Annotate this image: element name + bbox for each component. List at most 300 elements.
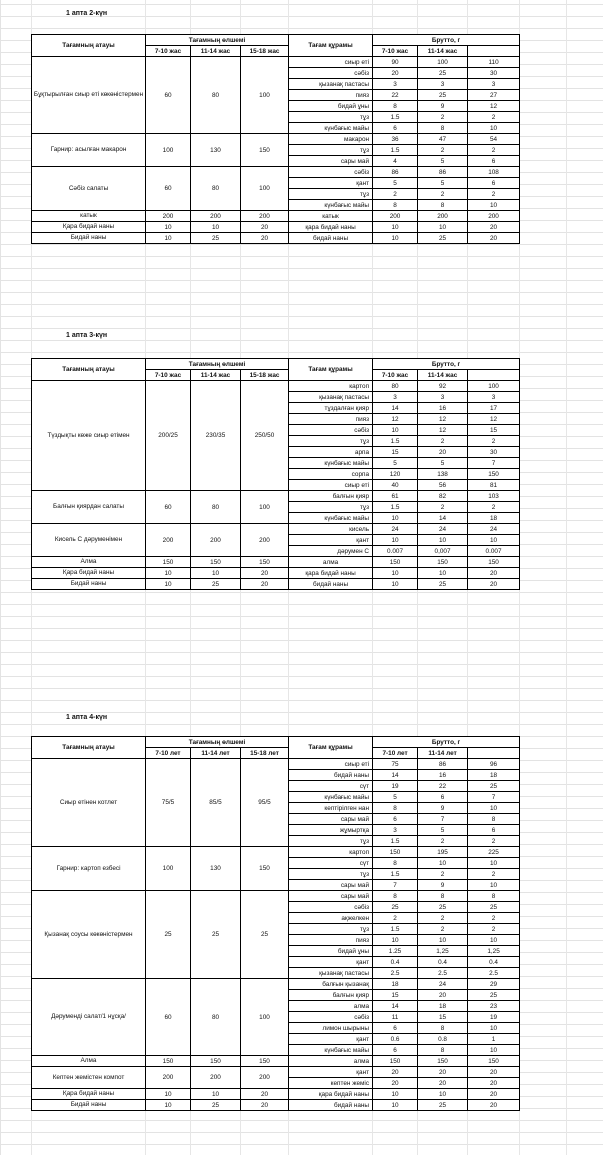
gross-value: 10 (468, 803, 520, 814)
ingredient-name: сары май (289, 891, 373, 902)
gross-value: 10 (373, 1100, 418, 1111)
composition-header: Тағам құрамы (289, 359, 373, 381)
table-row (32, 759, 520, 770)
gross-value: 9 (418, 880, 468, 891)
gross-value: 200 (418, 211, 468, 222)
gross-value: 10 (418, 935, 468, 946)
gross-value: 86 (373, 167, 418, 178)
gross-value: 2 (468, 112, 520, 123)
gross-value: 20 (418, 990, 468, 1001)
gross-value: 75 (373, 759, 418, 770)
gross-value: 25 (373, 902, 418, 913)
gross-value: 3 (373, 79, 418, 90)
gross-value: 2 (468, 869, 520, 880)
ingredient-name: тұз (289, 836, 373, 847)
yield-value: 60 (146, 979, 191, 1056)
gross-value: 18 (418, 1001, 468, 1012)
gross-value: 24 (418, 979, 468, 990)
gross-value: 2 (468, 836, 520, 847)
ingredient-name: тұз (289, 502, 373, 513)
gross-value: 15 (373, 447, 418, 458)
ingredient-name: ақжелкен (289, 913, 373, 924)
gross-value: 200 (468, 211, 520, 222)
gross-value: 86 (418, 167, 468, 178)
gross-value: 5 (373, 458, 418, 469)
yield-value: 20 (241, 579, 289, 590)
yield-value: 150 (146, 557, 191, 568)
gross-value: 2 (418, 436, 468, 447)
gross-value: 12 (468, 414, 520, 425)
gross-value: 200 (373, 211, 418, 222)
gross-value: 81 (468, 480, 520, 491)
gross-value: 7 (468, 792, 520, 803)
gross-value: 5 (418, 458, 468, 469)
table-row (32, 211, 520, 222)
ingredient-name: қызанақ пастасы (289, 968, 373, 979)
gross-value: 2 (418, 869, 468, 880)
ingredient-name: күнбағыс майы (289, 200, 373, 211)
yield-value: 80 (191, 57, 241, 134)
ingredient-name: сорпа (289, 469, 373, 480)
gross-value: 54 (468, 134, 520, 145)
gross-value: 20 (468, 1100, 520, 1111)
gross-value: 0.6 (373, 1034, 418, 1045)
yield-value: 25 (191, 1100, 241, 1111)
ingredient-name: күнбағыс майы (289, 513, 373, 524)
gross-value: 2 (418, 913, 468, 924)
yield-value: 80 (191, 979, 241, 1056)
table-row (32, 491, 520, 502)
gross-value: 1.25 (373, 946, 418, 957)
dish-name: Бидай наны (32, 1100, 146, 1111)
gross-value: 14 (373, 403, 418, 414)
dish-name: Бидай наны (32, 579, 146, 590)
gross-value: 20 (373, 68, 418, 79)
gross-value: 25 (418, 233, 468, 244)
gross-value: 20 (373, 1078, 418, 1089)
gross-value: 150 (418, 557, 468, 568)
yield-value: 10 (146, 1089, 191, 1100)
gross-value: 10 (418, 1089, 468, 1100)
gross-value: 9 (418, 803, 468, 814)
yield-value: 25 (241, 891, 289, 979)
table-row (32, 167, 520, 178)
table-row (32, 524, 520, 535)
gross-value: 90 (373, 57, 418, 68)
gross-value: 10 (418, 222, 468, 233)
gross-value: 6 (373, 814, 418, 825)
yield-age-header: 7-10 лет (146, 748, 191, 759)
gross-value: 150 (468, 469, 520, 480)
ingredient-name: қант (289, 1034, 373, 1045)
gross-value: 9 (418, 101, 468, 112)
gross-value: 30 (468, 68, 520, 79)
ingredient-name: макарон (289, 134, 373, 145)
gross-value: 8 (418, 1045, 468, 1056)
gross-value: 20 (418, 1067, 468, 1078)
yield-value: 150 (191, 1056, 241, 1067)
gross-value: 18 (468, 513, 520, 524)
ingredient-name: алма (289, 557, 373, 568)
ingredient-name: бидай наны (289, 233, 373, 244)
yield-value: 85/5 (191, 759, 241, 847)
gross-value: 103 (468, 491, 520, 502)
yield-value: 60 (146, 57, 191, 134)
ingredient-name: бидай ұны (289, 946, 373, 957)
ingredient-name: бидай наны (289, 579, 373, 590)
table-row (32, 1056, 520, 1067)
gross-value: 10 (373, 535, 418, 546)
ingredient-name: балғын қияр (289, 491, 373, 502)
gross-value: 11 (373, 1012, 418, 1023)
gross-value: 100 (468, 381, 520, 392)
table-row (32, 57, 520, 68)
yield-group-header: Тағамның өлшемі (146, 35, 289, 46)
gross-value: 1.5 (373, 145, 418, 156)
gross-value: 15 (468, 425, 520, 436)
gross-value: 22 (418, 781, 468, 792)
ingredient-name: сары май (289, 156, 373, 167)
dish-name: Қара бидай наны (32, 568, 146, 579)
gross-value: 0.8 (418, 1034, 468, 1045)
yield-value: 200 (146, 524, 191, 557)
gross-value: 0.007 (373, 546, 418, 557)
ingredient-name: бидай ұны (289, 101, 373, 112)
gross-value: 2 (373, 913, 418, 924)
ingredient-name: катык (289, 211, 373, 222)
gross-value: 10 (468, 1023, 520, 1034)
yield-value: 200 (146, 1067, 191, 1089)
gross-value: 3 (418, 79, 468, 90)
gross-value: 80 (373, 381, 418, 392)
gross-value: 18 (373, 979, 418, 990)
gross-value: 10 (468, 200, 520, 211)
gross-value: 1 (468, 1034, 520, 1045)
yield-value: 10 (191, 1089, 241, 1100)
composition-header: Тағам құрамы (289, 35, 373, 57)
gross-value: 25 (468, 781, 520, 792)
table-row (32, 979, 520, 990)
gross-value: 108 (468, 167, 520, 178)
yield-value: 10 (191, 222, 241, 233)
gross-value: 10 (418, 858, 468, 869)
ingredient-name: күнбағыс майы (289, 123, 373, 134)
gross-value: 20 (468, 1078, 520, 1089)
yield-age-header: 11-14 жас (191, 370, 241, 381)
gross-group-header: Брутто, г (373, 359, 520, 370)
dish-name: Гарнир: асылған макарон (32, 134, 146, 167)
gross-value: 61 (373, 491, 418, 502)
gross-value: 150 (373, 1056, 418, 1067)
gross-value: 1.5 (373, 924, 418, 935)
yield-value: 60 (146, 491, 191, 524)
table-row (32, 1089, 520, 1100)
gross-age-header (468, 748, 520, 759)
ingredient-name: сәбіз (289, 167, 373, 178)
ingredient-name: жұмыртқа (289, 825, 373, 836)
ingredient-name: кептен жеміс (289, 1078, 373, 1089)
yield-value: 20 (241, 568, 289, 579)
gross-value: 20 (468, 1067, 520, 1078)
yield-value: 20 (241, 222, 289, 233)
ingredient-name: сиыр еті (289, 480, 373, 491)
gross-group-header: Брутто, г (373, 737, 520, 748)
gross-value: 15 (418, 1012, 468, 1023)
table-row (32, 579, 520, 590)
gross-age-header: 11-14 жас (418, 370, 468, 381)
gross-value: 0.007 (468, 546, 520, 557)
menu-table (31, 358, 520, 590)
ingredient-name: сары май (289, 814, 373, 825)
yield-value: 150 (146, 1056, 191, 1067)
yield-group-header: Тағамның өлшемі (146, 359, 289, 370)
gross-value: 0,007 (418, 546, 468, 557)
ingredient-name: қызанақ пастасы (289, 79, 373, 90)
gross-value: 10 (373, 935, 418, 946)
gross-age-header: 7-10 жас (373, 46, 418, 57)
yield-value: 200/25 (146, 381, 191, 491)
gross-value: 25 (418, 902, 468, 913)
ingredient-name: алма (289, 1001, 373, 1012)
ingredient-name: тұз (289, 924, 373, 935)
ingredient-name: кисель (289, 524, 373, 535)
gross-value: 24 (418, 524, 468, 535)
yield-value: 10 (146, 222, 191, 233)
ingredient-name: тұз (289, 189, 373, 200)
table-row (32, 891, 520, 902)
table-row (32, 568, 520, 579)
gross-value: 6 (373, 1045, 418, 1056)
gross-value: 92 (418, 381, 468, 392)
gross-age-header: 11-14 лет (418, 748, 468, 759)
yield-value: 60 (146, 167, 191, 211)
gross-value: 120 (373, 469, 418, 480)
gross-value: 29 (468, 979, 520, 990)
gross-value: 2 (468, 189, 520, 200)
ingredient-name: балғын қызанақ (289, 979, 373, 990)
ingredient-name: қант (289, 957, 373, 968)
gross-value: 2.5 (373, 968, 418, 979)
gross-value: 150 (468, 557, 520, 568)
gross-value: 2 (468, 436, 520, 447)
gross-value: 5 (373, 792, 418, 803)
gross-value: 195 (418, 847, 468, 858)
gross-value: 7 (373, 880, 418, 891)
gross-age-header: 7-10 жас (373, 370, 418, 381)
table-row (32, 134, 520, 145)
dish-name-header: Тағамның атауы (32, 359, 146, 381)
gross-value: 3 (468, 79, 520, 90)
ingredient-name: сәбіз (289, 902, 373, 913)
gross-value: 20 (468, 568, 520, 579)
yield-value: 200 (191, 211, 241, 222)
gross-value: 40 (373, 480, 418, 491)
gross-value: 4 (373, 156, 418, 167)
ingredient-name: сәбіз (289, 425, 373, 436)
gross-value: 2 (418, 502, 468, 513)
gross-value: 6 (468, 156, 520, 167)
ingredient-name: күнбағыс майы (289, 792, 373, 803)
yield-age-header: 7-10 жас (146, 370, 191, 381)
yield-age-header: 15-18 жас (241, 46, 289, 57)
ingredient-name: тұз (289, 145, 373, 156)
gross-value: 10 (468, 935, 520, 946)
ingredient-name: қара бидай наны (289, 222, 373, 233)
gross-value: 2 (468, 145, 520, 156)
gross-value: 0.4 (373, 957, 418, 968)
dish-name: Гарнир: картоп езбесі (32, 847, 146, 891)
gross-value: 20 (373, 1067, 418, 1078)
gross-value: 20 (418, 447, 468, 458)
gross-value: 2 (468, 913, 520, 924)
gross-value: 14 (373, 770, 418, 781)
gross-value: 100 (418, 57, 468, 68)
dish-name: Сәбіз салаты (32, 167, 146, 211)
gross-value: 10 (373, 425, 418, 436)
yield-value: 95/5 (241, 759, 289, 847)
dish-name: Сиыр етінен котлет (32, 759, 146, 847)
gross-value: 2.5 (418, 968, 468, 979)
gross-value: 2 (468, 502, 520, 513)
gross-value: 10 (373, 222, 418, 233)
gross-value: 23 (468, 1001, 520, 1012)
gross-value: 5 (373, 178, 418, 189)
table-row (32, 1100, 520, 1111)
gross-value: 225 (468, 847, 520, 858)
ingredient-name: сәбіз (289, 68, 373, 79)
gross-value: 15 (373, 990, 418, 1001)
ingredient-name: бидай наны (289, 1100, 373, 1111)
ingredient-name: картоп (289, 381, 373, 392)
yield-value: 10 (191, 568, 241, 579)
dish-name: Кисель С дәруменімен (32, 524, 146, 557)
gross-value: 1.5 (373, 436, 418, 447)
dish-name: Қызанақ соусы көкөністермен (32, 891, 146, 979)
ingredient-name: сиыр еті (289, 759, 373, 770)
gross-value: 8 (373, 803, 418, 814)
gross-value: 3 (418, 392, 468, 403)
yield-value: 150 (241, 847, 289, 891)
gross-value: 12 (418, 414, 468, 425)
table-row (32, 847, 520, 858)
yield-value: 10 (146, 233, 191, 244)
yield-value: 150 (241, 134, 289, 167)
yield-value: 100 (146, 134, 191, 167)
yield-value: 80 (191, 491, 241, 524)
yield-value: 20 (241, 1089, 289, 1100)
ingredient-name: сәбіз (289, 1012, 373, 1023)
yield-value: 25 (146, 891, 191, 979)
gross-value: 3 (373, 825, 418, 836)
ingredient-name: күнбағыс майы (289, 1045, 373, 1056)
gross-value: 150 (373, 847, 418, 858)
table-row (32, 222, 520, 233)
ingredient-name: пияз (289, 90, 373, 101)
yield-value: 200 (241, 1067, 289, 1089)
yield-value: 150 (241, 1056, 289, 1067)
ingredient-name: тұз (289, 869, 373, 880)
gross-value: 8 (418, 1023, 468, 1034)
yield-value: 25 (191, 233, 241, 244)
gross-value: 150 (373, 557, 418, 568)
gross-value: 6 (418, 792, 468, 803)
gross-value: 10 (373, 1089, 418, 1100)
ingredient-name: картоп (289, 847, 373, 858)
gross-value: 8 (418, 123, 468, 134)
ingredient-name: қант (289, 1067, 373, 1078)
gross-value: 6 (468, 178, 520, 189)
yield-value: 200 (241, 211, 289, 222)
gross-value: 138 (418, 469, 468, 480)
yield-value: 130 (191, 847, 241, 891)
dish-name: Бұқтырылған сиыр еті көкөністермен (32, 57, 146, 134)
yield-value: 100 (241, 979, 289, 1056)
ingredient-name: қызанақ пастасы (289, 392, 373, 403)
gross-value: 3 (373, 392, 418, 403)
table-row (32, 381, 520, 392)
yield-value: 20 (241, 233, 289, 244)
gross-value: 10 (468, 535, 520, 546)
yield-value: 25 (191, 891, 241, 979)
ingredient-name: кептірілген нан (289, 803, 373, 814)
gross-value: 10 (418, 535, 468, 546)
yield-group-header: Тағамның өлшемі (146, 737, 289, 748)
gross-value: 14 (373, 1001, 418, 1012)
ingredient-name: қара бидай наны (289, 1089, 373, 1100)
gross-value: 19 (468, 1012, 520, 1023)
gross-value: 10 (468, 1045, 520, 1056)
ingredient-name: тұз (289, 436, 373, 447)
gross-value: 2 (418, 924, 468, 935)
section-title: 1 апта 2-күн (66, 10, 108, 17)
gross-age-header: 7-10 лет (373, 748, 418, 759)
dish-name: Түздықты көже сиыр етімен (32, 381, 146, 491)
gross-value: 56 (418, 480, 468, 491)
yield-age-header: 7-10 жас (146, 46, 191, 57)
gross-value: 8 (418, 200, 468, 211)
gross-value: 1,25 (418, 946, 468, 957)
gross-value: 10 (373, 513, 418, 524)
gross-value: 1.5 (373, 112, 418, 123)
gross-value: 27 (468, 90, 520, 101)
dish-name-header: Тағамның атауы (32, 737, 146, 759)
dish-name: Алма (32, 1056, 146, 1067)
yield-value: 230/35 (191, 381, 241, 491)
yield-value: 80 (191, 167, 241, 211)
gross-value: 47 (418, 134, 468, 145)
gross-age-header: 11-14 жас (418, 46, 468, 57)
yield-value: 100 (146, 847, 191, 891)
gross-value: 96 (468, 759, 520, 770)
gross-value: 1.5 (373, 836, 418, 847)
table-row (32, 557, 520, 568)
gross-value: 2 (418, 145, 468, 156)
gross-value: 8 (373, 200, 418, 211)
gross-value: 8 (373, 858, 418, 869)
yield-value: 75/5 (146, 759, 191, 847)
gross-value: 20 (468, 233, 520, 244)
gross-value: 17 (468, 403, 520, 414)
gross-value: 10 (468, 880, 520, 891)
gross-value: 25 (418, 90, 468, 101)
gross-value: 150 (418, 1056, 468, 1067)
table-row (32, 233, 520, 244)
gross-value: 30 (468, 447, 520, 458)
yield-value: 150 (241, 557, 289, 568)
ingredient-name: арпа (289, 447, 373, 458)
ingredient-name: сары май (289, 880, 373, 891)
dish-name: Бидай наны (32, 233, 146, 244)
